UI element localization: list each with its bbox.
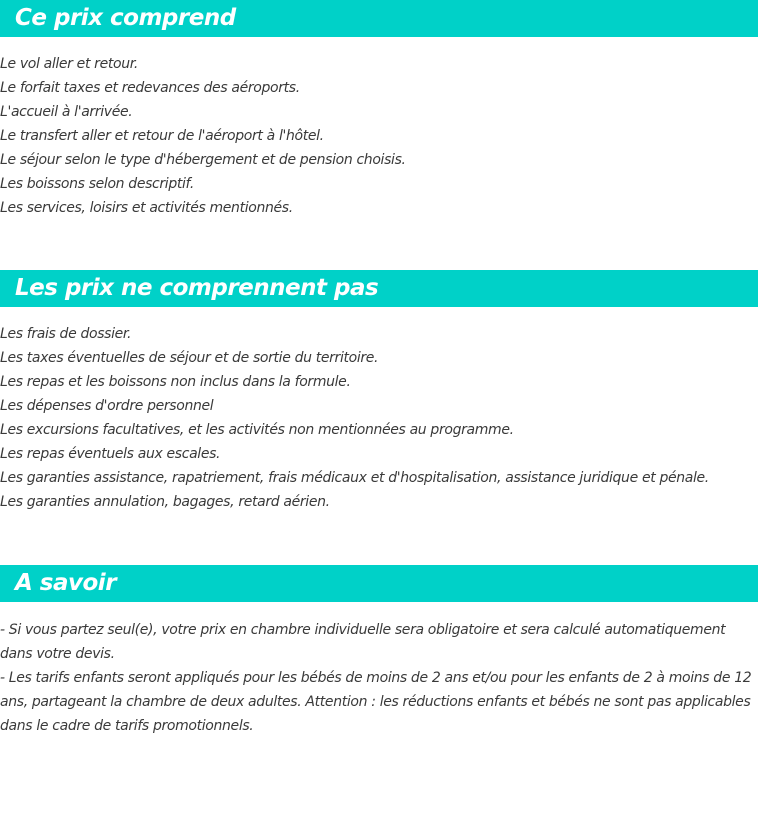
section-header-good-to-know: A savoir (0, 565, 758, 602)
list-item: Les frais de dossier. (0, 326, 132, 342)
info-paragraph: - Les tarifs enfants seront appliqués pour les bébés de moins de 2 ans et/ou pour les enfants de 2 à moins de 12 ans, partageant la chambre de deux adultes. Attention : les réductions enfants et bébés ne sont pas applicables dans le cadre de tarifs promotionnels. (0, 670, 752, 734)
list-item: Le séjour selon le type d'hébergement et de pension choisis. (0, 152, 406, 168)
list-item: Le forfait taxes et redevances des aéroports. (0, 80, 300, 96)
section-header-not-included: Les prix ne comprennent pas (0, 270, 758, 307)
list-item: Les services, loisirs et activités mentionnés. (0, 200, 293, 216)
list-item: Le vol aller et retour. (0, 56, 138, 72)
list-item: Le transfert aller et retour de l'aéroport à l'hôtel. (0, 128, 324, 144)
list-item: L'accueil à l'arrivée. (0, 104, 133, 120)
not-included-list (0, 322, 758, 514)
list-item: Les garanties assistance, rapatriement, frais médicaux et d'hospitalisation, assistance juridique et pénale. (0, 470, 709, 486)
list-item: Les repas et les boissons non inclus dans la formule. (0, 374, 351, 390)
section-header-included: Ce prix comprend (0, 0, 758, 37)
list-item: Les taxes éventuelles de séjour et de sortie du territoire. (0, 350, 379, 366)
good-to-know-content (0, 618, 758, 738)
list-item: Les dépenses d'ordre personnel (0, 398, 214, 414)
included-list (0, 52, 758, 220)
list-item: Les excursions facultatives, et les activités non mentionnées au programme. (0, 422, 514, 438)
list-item: Les garanties annulation, bagages, retard aérien. (0, 494, 330, 510)
info-paragraph: - Si vous partez seul(e), votre prix en chambre individuelle sera obligatoire et sera calculé automatiquement dans votre devis. (0, 622, 726, 662)
list-item: Les boissons selon descriptif. (0, 176, 194, 192)
list-item: Les repas éventuels aux escales. (0, 446, 221, 462)
